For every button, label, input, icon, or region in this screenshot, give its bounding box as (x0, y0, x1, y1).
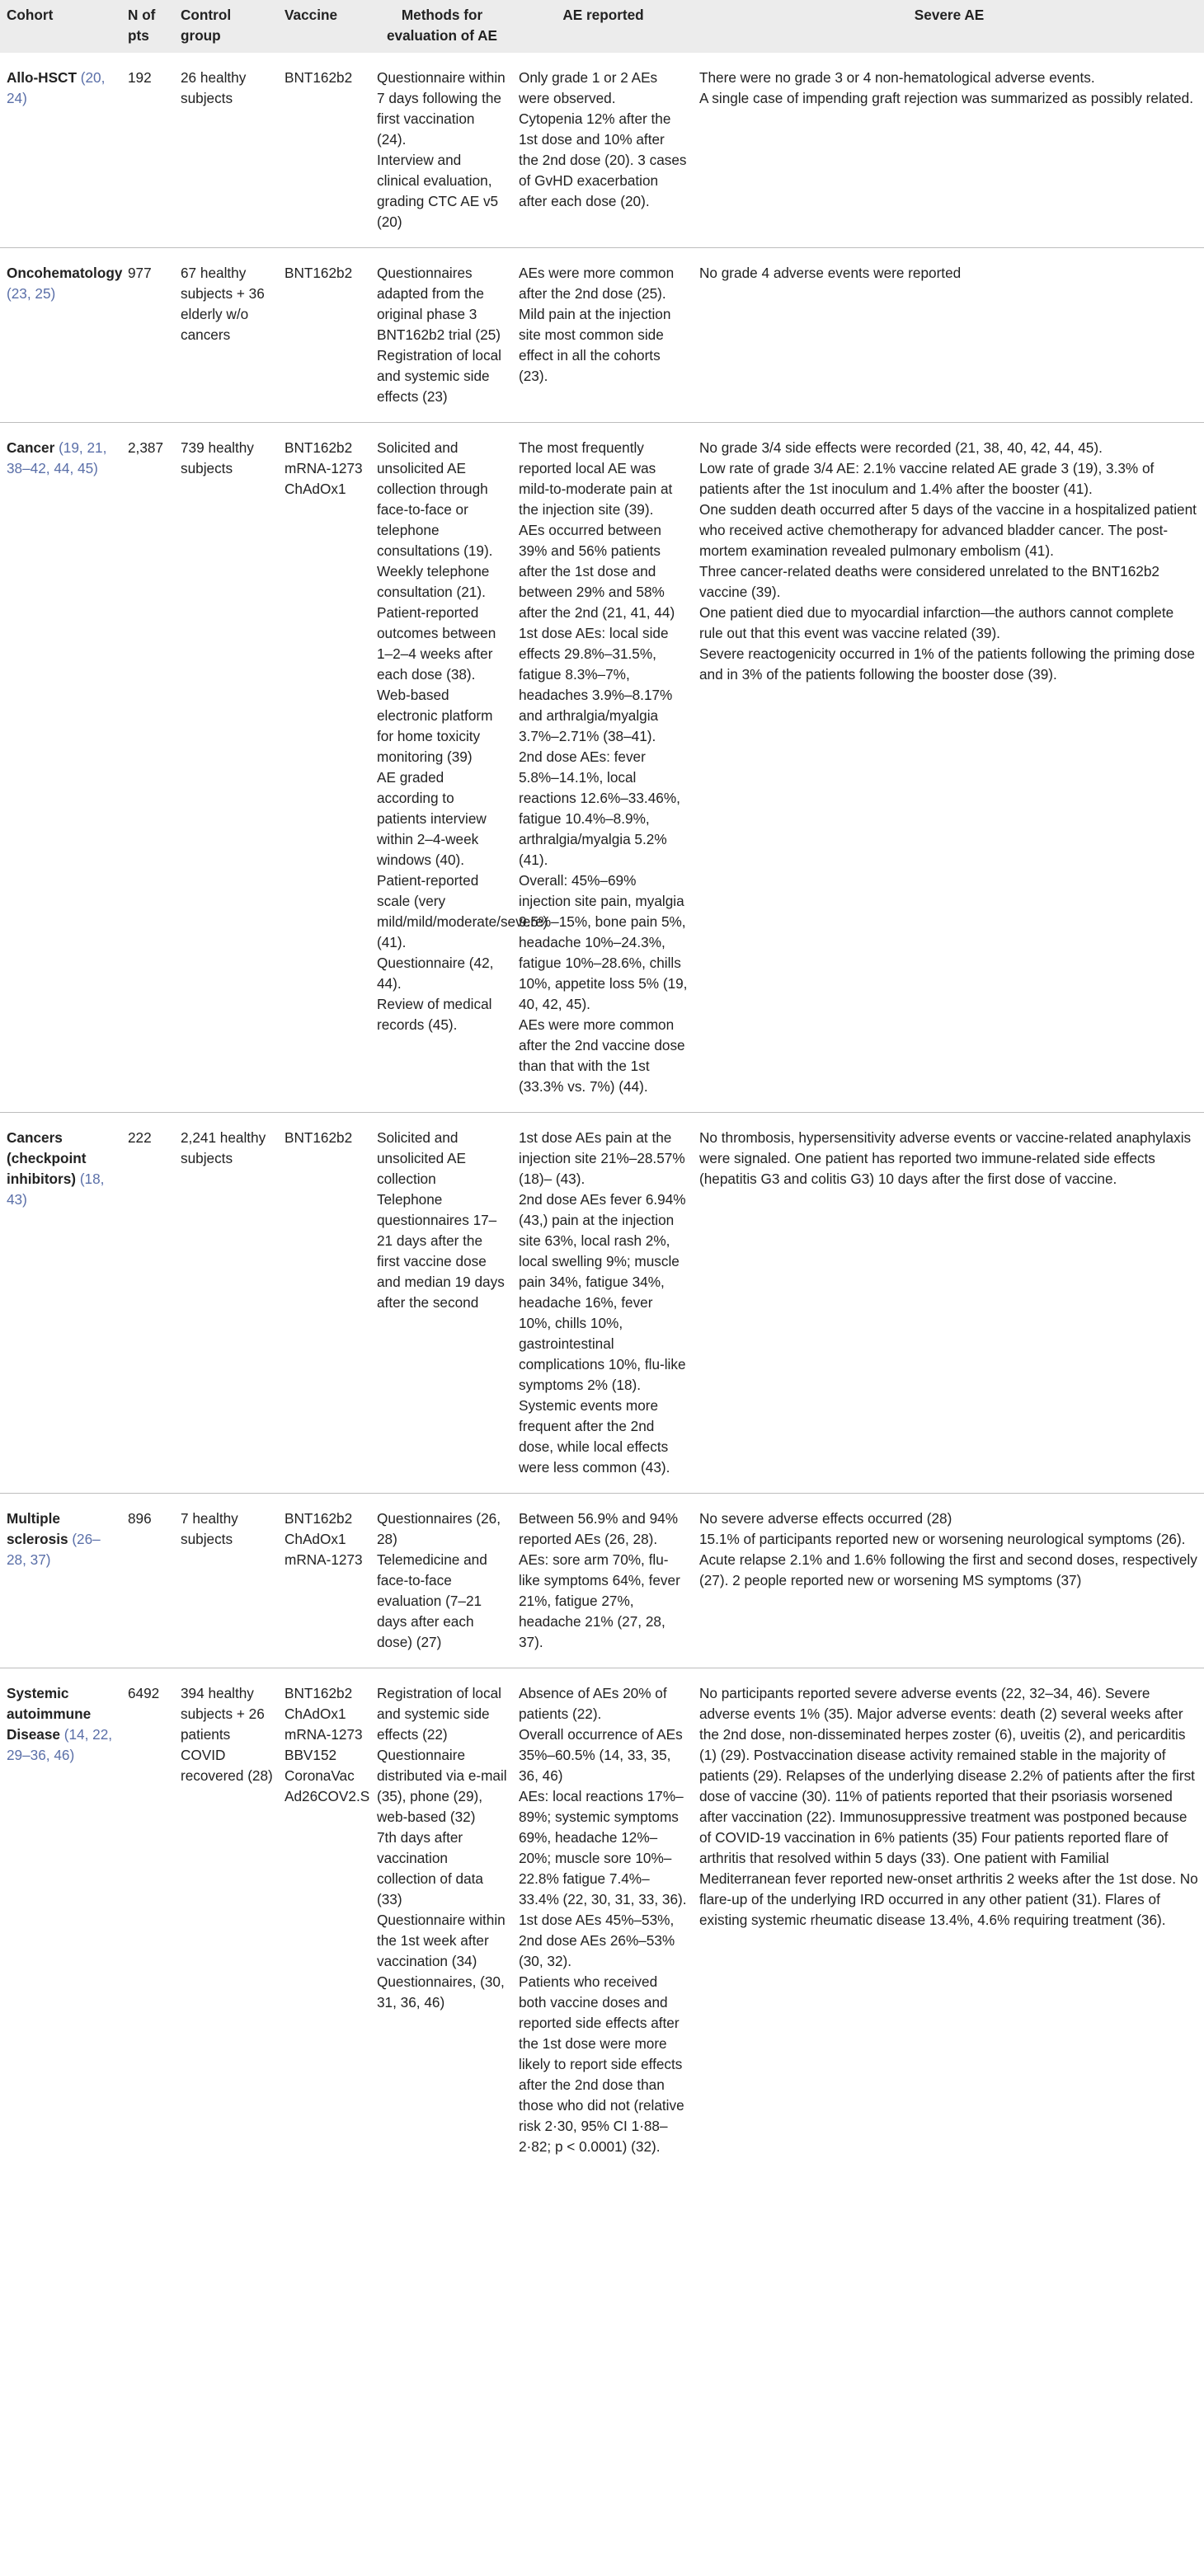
ae-item: AEs were more common after the 2nd dose (25). (519, 265, 675, 302)
cell-cohort (0, 423, 121, 1113)
cohort-refs: (20, 24) (7, 69, 106, 106)
ae-item: Only grade 1 or 2 AEs were observed. (519, 69, 658, 106)
vaccine-item: BBV152 (285, 1747, 337, 1763)
method-item: Questionnaires (26, 28) (377, 1510, 501, 1547)
table-row (0, 1113, 1204, 1494)
cohort-refs: (19, 21, 38–42, 44, 45) (7, 439, 107, 476)
cell-methods (370, 1668, 512, 2173)
ae-item: The most frequently reported local AE was mild-to-moderate pain at the injection site (39). (519, 439, 673, 518)
table-header-row (0, 0, 1204, 53)
cell-control-group: 394 healthy subjects + 26 patients COVID recovered (28) (181, 1685, 273, 1784)
ae-item: AEs: local reactions 17%–89%; systemic symptoms 69%, headache 12%–20%; muscle sore 10%–22.8% fatigue 7.4%–33.4% (22, 30, 31, 33, 36). (519, 1788, 687, 1907)
cell-severe-ae (693, 423, 1204, 1113)
table-row (0, 53, 1204, 248)
vaccine-item: CoronaVac (285, 1767, 355, 1784)
ae-item: 1st dose AEs: local side effects 29.8%–31.5%, fatigue 8.3%–7%, headaches 3.9%–8.17% and arthralgia/myalgia 3.7%–2.71% (38–41). (519, 625, 673, 744)
vaccine-item: BNT162b2 (285, 1129, 353, 1146)
method-item: Patient-reported scale (very mild/mild/moderate/severe) (41). (377, 872, 548, 950)
header-n-pts: N of pts (128, 7, 156, 44)
cell-cohort (0, 1494, 121, 1668)
cell-methods (370, 1494, 512, 1668)
ae-item: AEs occurred between 39% and 56% patients after the 1st dose and between 29% and 58% after the 2nd (21, 41, 44) (519, 522, 675, 621)
severe-item: No participants reported severe adverse events (22, 32–34, 46). Severe adverse events 1% (35). Major adverse events: death (2) several weeks after the 2nd dose, non-disseminated herpes zoster (6), uveitis (2), and pericarditis (1) (29). Postvaccination disease activity remained stable in the majority of patients (29). Relapses of the underlying disease 2.2% of patients after the first dose of vaccine (30). 11% of patients reported that their psoriasis worsened after vaccination (22). Immunosuppressive treatment was postponed because of COVID-19 vaccination in 6% patients (35) Four patients reported flare of arthritis that resolved within 5 days (33). One patient with Familial Mediterranean fever reported new-onset arthritis 2 weeks after the 1st dose. No flare-up of the underlying IRD occurred in any other patient (31). Flares of existing systemic rheumatic disease 13.4%, 4.6% requiring treatment (36). (699, 1685, 1198, 1928)
cell-control-group: 67 healthy subjects + 36 elderly w/o cancers (181, 265, 265, 343)
method-item: Questionnaire (42, 44). (377, 955, 494, 992)
cell-n-pts: 2,387 (128, 439, 164, 456)
cohort-refs: (26–28, 37) (7, 1531, 101, 1568)
method-item: 7th days after vaccination collection of data (33) (377, 1829, 483, 1907)
cell-methods (370, 423, 548, 1113)
ae-item: Overall: 45%–69% injection site pain, myalgia 9.5%–15%, bone pain 5%, headache 10%–24.3%, fatigue 10%–28.6%, chills 10%, appetite loss 5% (19, 40, 42, 45). (519, 872, 688, 1012)
vaccine-item: ChAdOx1 (285, 1706, 346, 1722)
method-item: Web-based electronic platform for home toxicity monitoring (39) (377, 687, 493, 765)
severe-item: There were no grade 3 or 4 non-hematological adverse events. (699, 69, 1095, 86)
method-item: Questionnaire distributed via e-mail (35), phone (29), web-based (32) (377, 1747, 507, 1825)
cell-vaccine (278, 248, 370, 423)
table-row (0, 248, 1204, 423)
cohort-name: Oncohematology (7, 265, 123, 281)
vaccine-item: BNT162b2 (285, 69, 353, 86)
cell-control-group: 7 healthy subjects (181, 1510, 238, 1547)
table-body (0, 53, 1204, 2172)
vaccine-item: mRNA-1273 (285, 1551, 363, 1568)
vaccine-item: mRNA-1273 (285, 460, 363, 476)
ae-item: 1st dose AEs 45%–53%, 2nd dose AEs 26%–53% (30, 32). (519, 1912, 675, 1969)
cohort-refs: (18, 43) (7, 1171, 105, 1208)
cell-cohort (0, 1113, 121, 1494)
header-methods: Methods for evaluation of AE (386, 7, 498, 44)
header-vaccine: Vaccine (285, 7, 338, 23)
vaccine-item: BNT162b2 (285, 1685, 353, 1701)
method-item: Patient-reported outcomes between 1–2–4 weeks after each dose (38). (377, 604, 496, 683)
method-item: AE graded according to patients interview within 2–4-week windows (40). (377, 769, 487, 868)
cell-n-pts: 977 (128, 265, 152, 281)
cell-n-pts: 6492 (128, 1685, 160, 1701)
cell-control-group: 2,241 healthy subjects (181, 1129, 266, 1166)
cell-control-group: 26 healthy subjects (181, 69, 247, 106)
cell-vaccine (278, 1494, 370, 1668)
method-item: Registration of local and systemic side effects (23) (377, 347, 501, 405)
cell-ae-reported (512, 423, 693, 1113)
cohort-name: Allo-HSCT (7, 69, 77, 86)
severe-item: A single case of impending graft rejection was summarized as possibly related. (699, 90, 1193, 106)
ae-item: Cytopenia 12% after the 1st dose and 10% after the 2nd dose (20). 3 cases of GvHD exacerbation after each dose (20). (519, 110, 687, 209)
ae-item: 1st dose AEs pain at the injection site 21%–28.57% (18)– (43). (519, 1129, 685, 1187)
method-item: Questionnaire within the 1st week after vaccination (34) (377, 1912, 506, 1969)
vaccine-item: BNT162b2 (285, 439, 353, 456)
ae-item: Absence of AEs 20% of patients (22). (519, 1685, 667, 1722)
vaccine-item: BNT162b2 (285, 1510, 353, 1527)
cell-vaccine (278, 53, 370, 248)
ae-item: Overall occurrence of AEs 35%–60.5% (14, 33, 35, 36, 46) (519, 1726, 683, 1784)
cell-n-pts: 192 (128, 69, 152, 86)
ae-item: Patients who received both vaccine doses and reported side effects after the 1st dose were more likely to report side effects after the 2nd dose than those who did not (relative risk 2·30, 95% CI 1·88–2·82; p < 0.0001) (32). (519, 1973, 684, 2155)
header-ae-reported: AE reported (562, 7, 644, 23)
severe-item: No grade 3/4 side effects were recorded (21, 38, 40, 42, 44, 45). (699, 439, 1103, 456)
cell-cohort (0, 248, 121, 423)
vaccine-item: mRNA-1273 (285, 1726, 363, 1743)
method-item: Registration of local and systemic side effects (22) (377, 1685, 501, 1743)
severe-item: Three cancer-related deaths were considered unrelated to the BNT162b2 vaccine (39). (699, 563, 1159, 600)
header-cohort: Cohort (7, 7, 54, 23)
ae-item: Mild pain at the injection site most common side effect in all the cohorts (23). (519, 306, 671, 384)
cohort-name: Cancer (7, 439, 55, 456)
cell-severe-ae (693, 53, 1204, 248)
vaccine-item: Ad26COV2.S (285, 1788, 370, 1804)
header-severe-ae: Severe AE (914, 7, 985, 23)
ae-item: Systemic events more frequent after the 2nd dose, while local effects were less common (43). (519, 1397, 670, 1476)
ae-item: AEs: sore arm 70%, flu-like symptoms 64%, fever 21%, fatigue 27%, headache 21% (27, 28, 37). (519, 1551, 680, 1650)
severe-item: 15.1% of participants reported new or worsening neurological symptoms (26). Acute relapse 2.1% and 1.6% following the first and second doses, respectively (27). 2 people reported new or worsening MS symptoms (37) (699, 1531, 1197, 1588)
vaccine-item: ChAdOx1 (285, 1531, 346, 1547)
cell-severe-ae (693, 1668, 1204, 2173)
cell-severe-ae (693, 1494, 1204, 1668)
cell-control-group: 739 healthy subjects (181, 439, 254, 476)
table-row (0, 1494, 1204, 1668)
method-item: Telemedicine and face-to-face evaluation (7–21 days after each dose) (27) (377, 1551, 487, 1650)
ae-item: Between 56.9% and 94% reported AEs (26, 28). (519, 1510, 679, 1547)
severe-item: One sudden death occurred after 5 days of the vaccine in a hospitalized patient who received active chemotherapy for advanced bladder cancer. The post-mortem examination revealed pulmonary embolism (41). (699, 501, 1197, 559)
cell-methods (370, 1113, 512, 1494)
cell-severe-ae (693, 1113, 1204, 1494)
cell-vaccine (278, 423, 370, 1113)
cohort-refs: (23, 25) (7, 285, 56, 302)
method-item: Weekly telephone consultation (21). (377, 563, 490, 600)
severe-item: No grade 4 adverse events were reported (699, 265, 962, 281)
method-item: Questionnaires, (30, 31, 36, 46) (377, 1973, 505, 2011)
method-item: Review of medical records (45). (377, 996, 492, 1033)
method-item: Solicited and unsolicited AE collection (377, 1129, 466, 1187)
table-row (0, 1668, 1204, 2173)
cell-severe-ae (693, 248, 1204, 423)
method-item: Interview and clinical evaluation, grading CTC AE v5 (20) (377, 152, 499, 230)
cell-ae-reported (512, 1494, 693, 1668)
cohort-name: Systemic autoimmune Disease (7, 1685, 92, 1743)
header-control-group: Control group (181, 7, 232, 44)
cell-n-pts: 222 (128, 1129, 152, 1146)
ae-item: 2nd dose AEs: fever 5.8%–14.1%, local reactions 12.6%–33.46%, fatigue 10.4%–8.9%, arthralgia/myalgia 5.2% (41). (519, 748, 680, 868)
method-item: Solicited and unsolicited AE collection through face-to-face or telephone consultations (19). (377, 439, 493, 559)
vaccine-item: BNT162b2 (285, 265, 353, 281)
cell-ae-reported (512, 1668, 693, 2173)
severe-item: Low rate of grade 3/4 AE: 2.1% vaccine related AE grade 3 (19), 3.3% of patients after the 1st inoculum and 1.4% after the booster (41). (699, 460, 1155, 497)
cell-vaccine (278, 1113, 370, 1494)
cell-methods (370, 53, 512, 248)
severe-item: One patient died due to myocardial infarction—the authors cannot complete rule out that this event was vaccine related (39). (699, 604, 1174, 641)
cohort-name: Cancers (checkpoint inhibitors) (7, 1129, 87, 1187)
cell-ae-reported (512, 248, 693, 423)
cell-ae-reported (512, 1113, 693, 1494)
cohort-refs: (14, 22, 29–36, 46) (7, 1726, 113, 1763)
severe-item: No thrombosis, hypersensitivity adverse events or vaccine-related anaphylaxis were signaled. One patient has reported two immune-related side effects (hepatitis G3 and colitis G3) 10 days after the first dose of vaccine. (699, 1129, 1192, 1187)
cohort-name: Multiple sclerosis (7, 1510, 68, 1547)
method-item: Questionnaires adapted from the original phase 3 BNT162b2 trial (25) (377, 265, 501, 343)
method-item: Questionnaire within 7 days following the first vaccination (24). (377, 69, 506, 148)
cell-methods (370, 248, 512, 423)
severe-item: Severe reactogenicity occurred in 1% of the patients following the priming dose and in 3% of the patients following the booster dose (39). (699, 645, 1195, 683)
table-row (0, 423, 1204, 1113)
ae-item: 2nd dose AEs fever 6.94% (43,) pain at the injection site 63%, local rash 2%, local swelling 9%; muscle pain 34%, fatigue 34%, headache 16%, fever 10%, chills 10%, gastrointestinal complications 10%, flu-like symptoms 2% (18). (519, 1191, 686, 1393)
vaccine-item: ChAdOx1 (285, 481, 346, 497)
severe-item: No severe adverse effects occurred (28) (699, 1510, 952, 1527)
ae-item: AEs were more common after the 2nd vaccine dose than that with the 1st (33.3% vs. 7%) (44). (519, 1016, 685, 1095)
cell-ae-reported (512, 53, 693, 248)
cell-vaccine (278, 1668, 370, 2173)
cell-cohort (0, 53, 121, 248)
cell-cohort (0, 1668, 121, 2173)
cell-n-pts: 896 (128, 1510, 152, 1527)
method-item: Telephone questionnaires 17–21 days after the first vaccine dose and median 19 days after the second (377, 1191, 505, 1311)
